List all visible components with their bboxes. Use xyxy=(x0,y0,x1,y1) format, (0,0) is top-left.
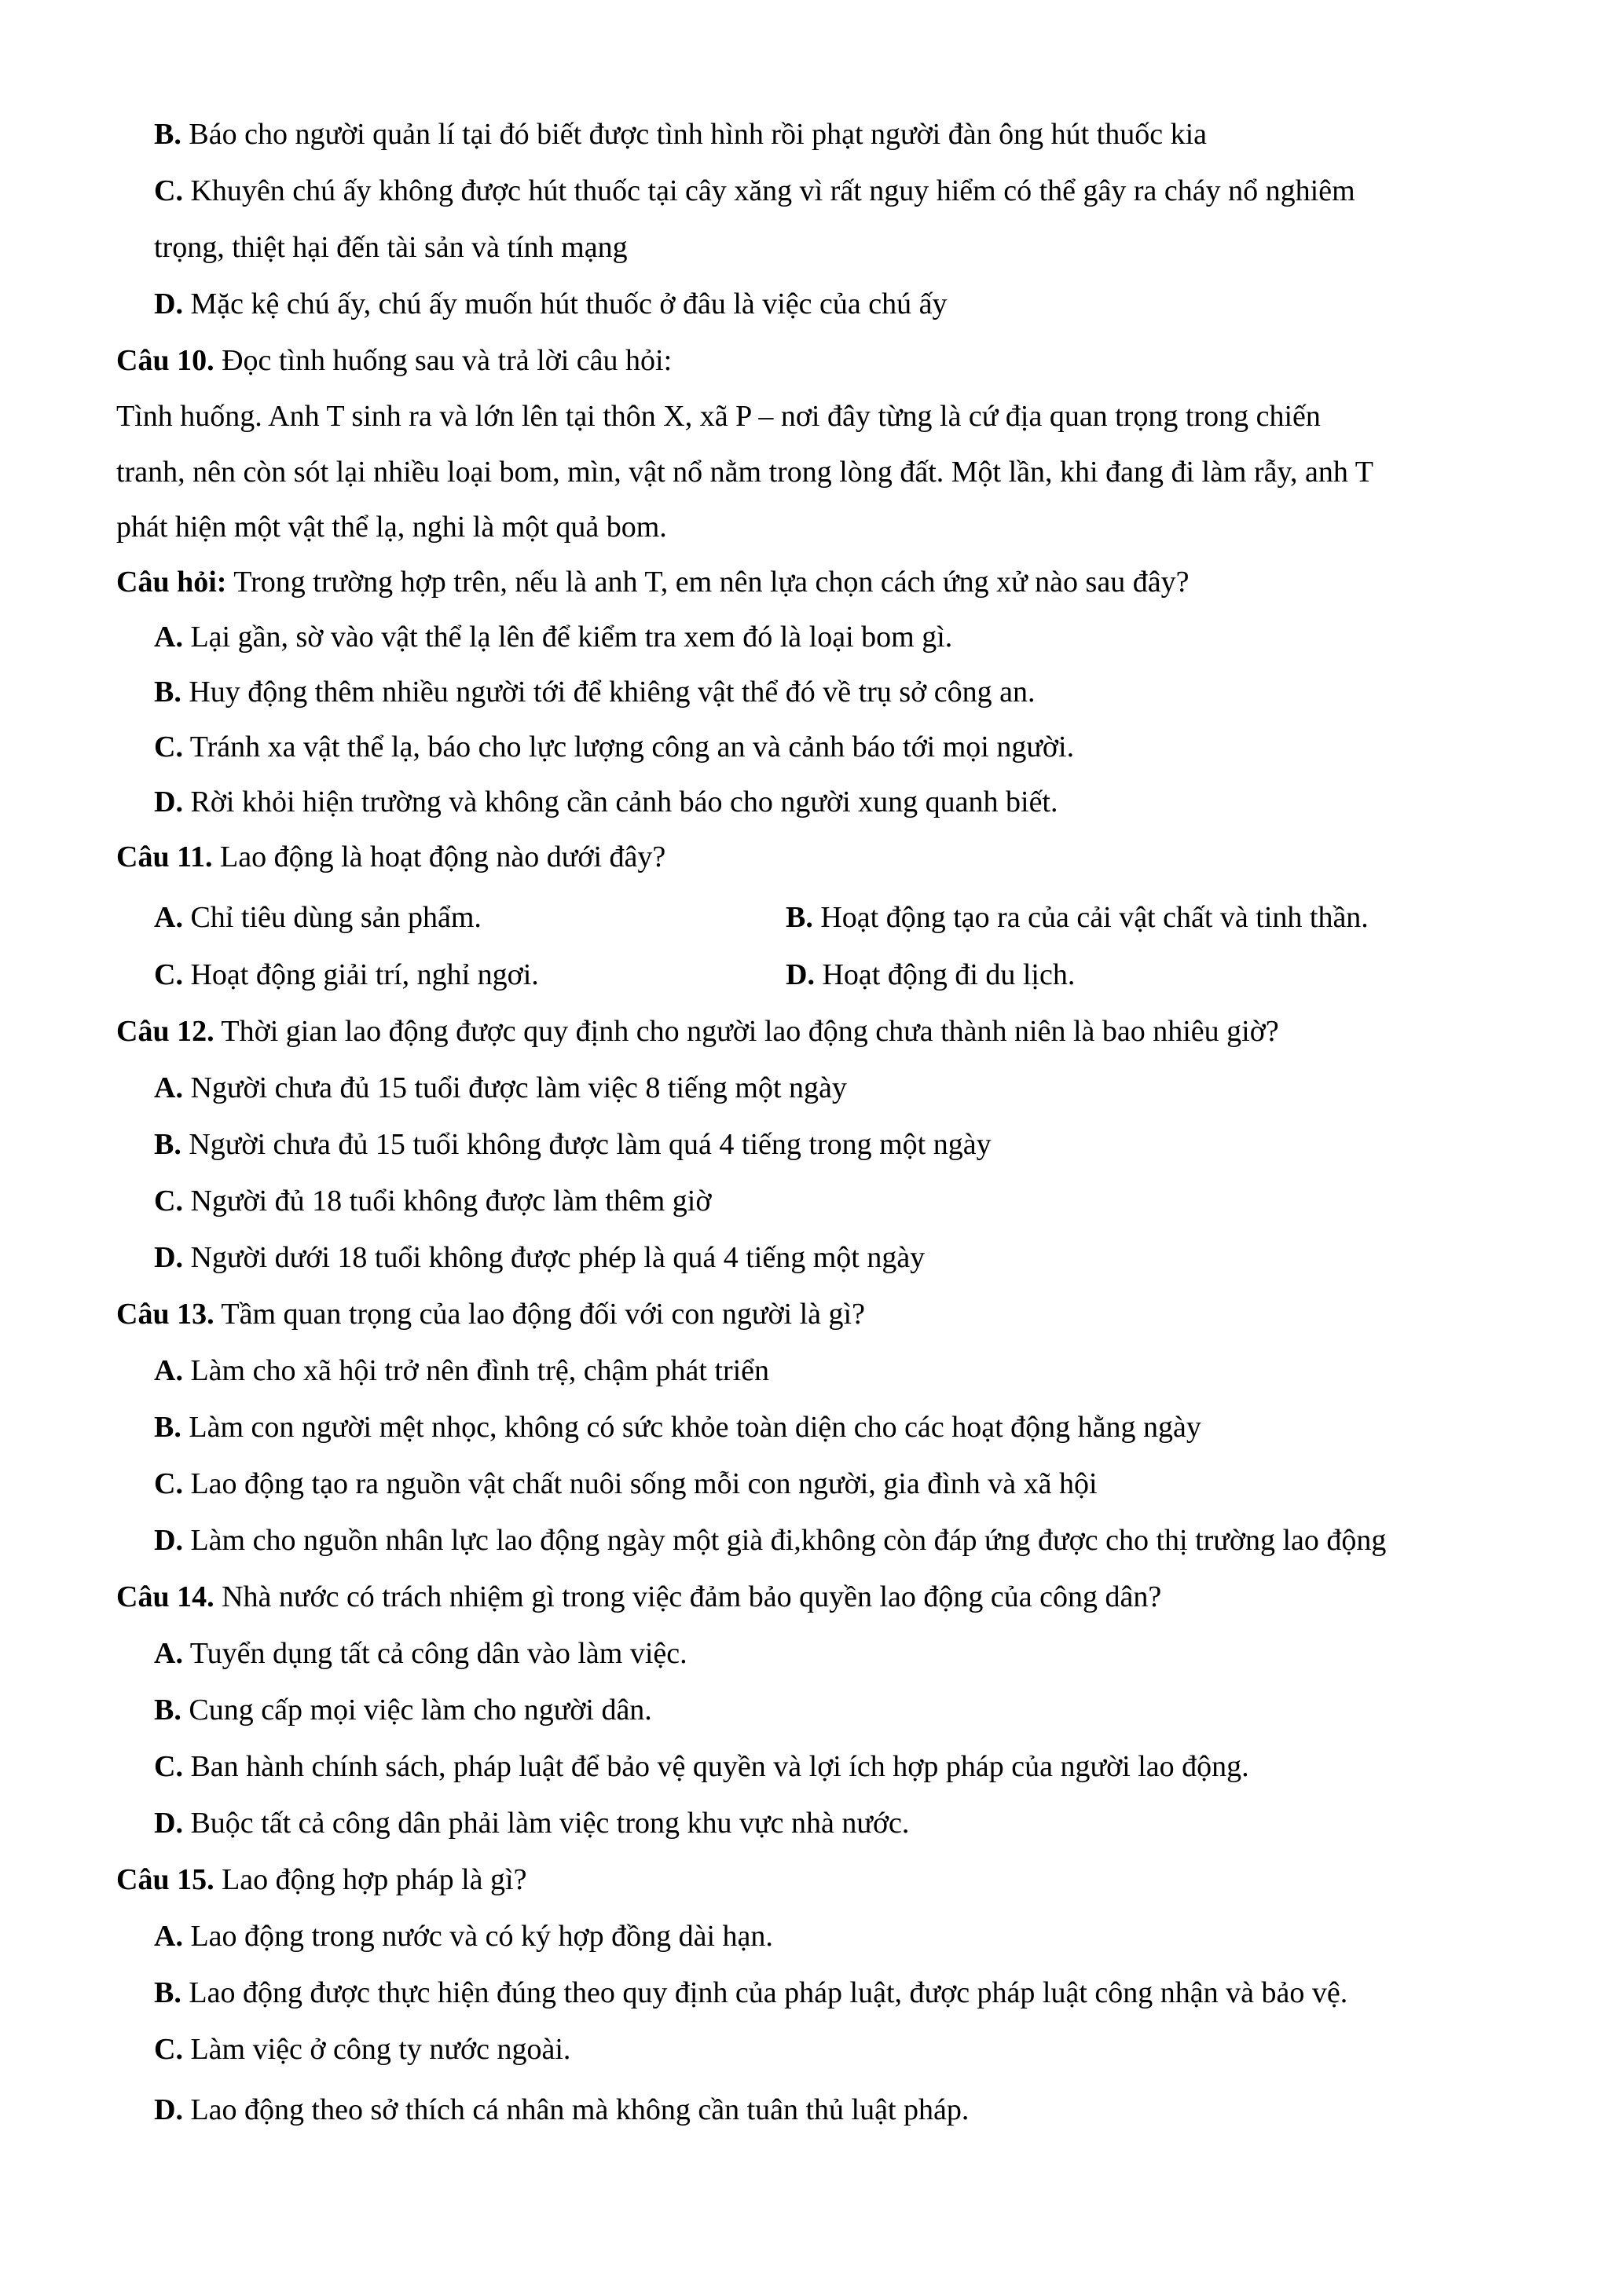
situation-line: phát hiện một vật thể lạ, nghi là một quả bom. xyxy=(116,511,667,544)
option-q13-a: A. Làm cho xã hội trở nên đình trệ, chậm phát triển xyxy=(154,1354,770,1387)
option-q14-a: A. Tuyển dụng tất cả công dân vào làm việc. xyxy=(154,1637,687,1670)
option-q15-a: A. Lao động trong nước và có ký hợp đồng dài hạn. xyxy=(154,1920,773,1953)
option-q13-c: C. Lao động tạo ra nguồn vật chất nuôi sống mỗi con người, gia đình và xã hội xyxy=(154,1467,1098,1500)
option-q14-b: B. Cung cấp mọi việc làm cho người dân. xyxy=(154,1694,652,1727)
situation-line: Tình huống. Anh T sinh ra và lớn lên tại thôn X, xã P – nơi đây từng là cứ địa quan trọng trong chiến xyxy=(116,400,1321,433)
option-q11-c: C. Hoạt động giải trí, nghỉ ngơi. xyxy=(154,958,539,991)
option-q13-d: D. Làm cho nguồn nhân lực lao động ngày một già đi,không còn đáp ứng được cho thị trường lao động xyxy=(154,1524,1387,1557)
option-q9-d: D. Mặc kệ chú ấy, chú ấy muốn hút thuốc ở đâu là việc của chú ấy xyxy=(154,287,948,320)
question-13: Câu 13. Tầm quan trọng của lao động đối với con người là gì? xyxy=(116,1298,865,1331)
option-q15-d: D. Lao động theo sở thích cá nhân mà không cần tuân thủ luật pháp. xyxy=(154,2093,970,2126)
option-q12-d: D. Người dưới 18 tuổi không được phép là quá 4 tiếng một ngày xyxy=(154,1241,926,1274)
question-12: Câu 12. Thời gian lao động được quy định cho người lao động chưa thành niên là bao nhiêu giờ? xyxy=(116,1015,1279,1048)
option-q11-a: A. Chỉ tiêu dùng sản phẩm. xyxy=(154,901,482,934)
option-q9-c: C. Khuyên chú ấy không được hút thuốc tại cây xăng vì rất nguy hiểm có thể gây ra cháy nổ nghiêm xyxy=(154,174,1355,207)
options-row xyxy=(0,899,1624,936)
question-11: Câu 11. Lao động là hoạt động nào dưới đây? xyxy=(116,840,666,873)
option-q12-a: A. Người chưa đủ 15 tuổi được làm việc 8 tiếng một ngày xyxy=(154,1071,847,1104)
option-q11-d: D. Hoạt động đi du lịch. xyxy=(786,958,1076,991)
situation-line: tranh, nên còn sót lại nhiều loại bom, mìn, vật nổ nằm trong lòng đất. Một lần, khi đang đi làm rẫy, anh T xyxy=(116,456,1373,489)
option-q15-c: C. Làm việc ở công ty nước ngoài. xyxy=(154,2033,571,2066)
option-q10-b: B. Huy động thêm nhiều người tới để khiêng vật thể đó về trụ sở công an. xyxy=(154,676,1036,709)
option-q12-c: C. Người đủ 18 tuổi không được làm thêm giờ xyxy=(154,1185,712,1218)
options-row xyxy=(0,957,1624,993)
option-q14-d: D. Buộc tất cả công dân phải làm việc trong khu vực nhà nước. xyxy=(154,1807,910,1840)
question-10: Câu 10. Đọc tình huống sau và trả lời câu hỏi: xyxy=(116,344,673,377)
option-q10-a: A. Lại gần, sờ vào vật thể lạ lên để kiểm tra xem đó là loại bom gì. xyxy=(154,621,953,654)
option-q9-b: B. Báo cho người quản lí tại đó biết được tình hình rồi phạt người đàn ông hút thuốc kia xyxy=(154,118,1208,151)
question-10-prompt: Câu hỏi: Trong trường hợp trên, nếu là anh T, em nên lựa chọn cách ứng xử nào sau đây? xyxy=(116,566,1190,599)
option-q10-d: D. Rời khỏi hiện trường và không cần cảnh báo cho người xung quanh biết. xyxy=(154,785,1058,818)
question-15: Câu 15. Lao động hợp pháp là gì? xyxy=(116,1863,527,1896)
option-q15-b: B. Lao động được thực hiện đúng theo quy định của pháp luật, được pháp luật công nhận và bảo vệ. xyxy=(154,1976,1348,2009)
option-q11-b: B. Hoạt động tạo ra của cải vật chất và tinh thần. xyxy=(786,901,1369,934)
option-q10-c: C. Tránh xa vật thể lạ, báo cho lực lượng công an và cảnh báo tới mọi người. xyxy=(154,731,1075,764)
option-q9-c-continuation: trọng, thiệt hại đến tài sản và tính mạng xyxy=(154,231,628,264)
option-q13-b: B. Làm con người mệt nhọc, không có sức khỏe toàn diện cho các hoạt động hằng ngày xyxy=(154,1411,1201,1444)
option-q12-b: B. Người chưa đủ 15 tuổi không được làm quá 4 tiếng trong một ngày xyxy=(154,1128,992,1161)
question-14: Câu 14. Nhà nước có trách nhiệm gì trong việc đảm bảo quyền lao động của công dân? xyxy=(116,1580,1162,1613)
option-q14-c: C. Ban hành chính sách, pháp luật để bảo vệ quyền và lợi ích hợp pháp của người lao động. xyxy=(154,1750,1249,1783)
